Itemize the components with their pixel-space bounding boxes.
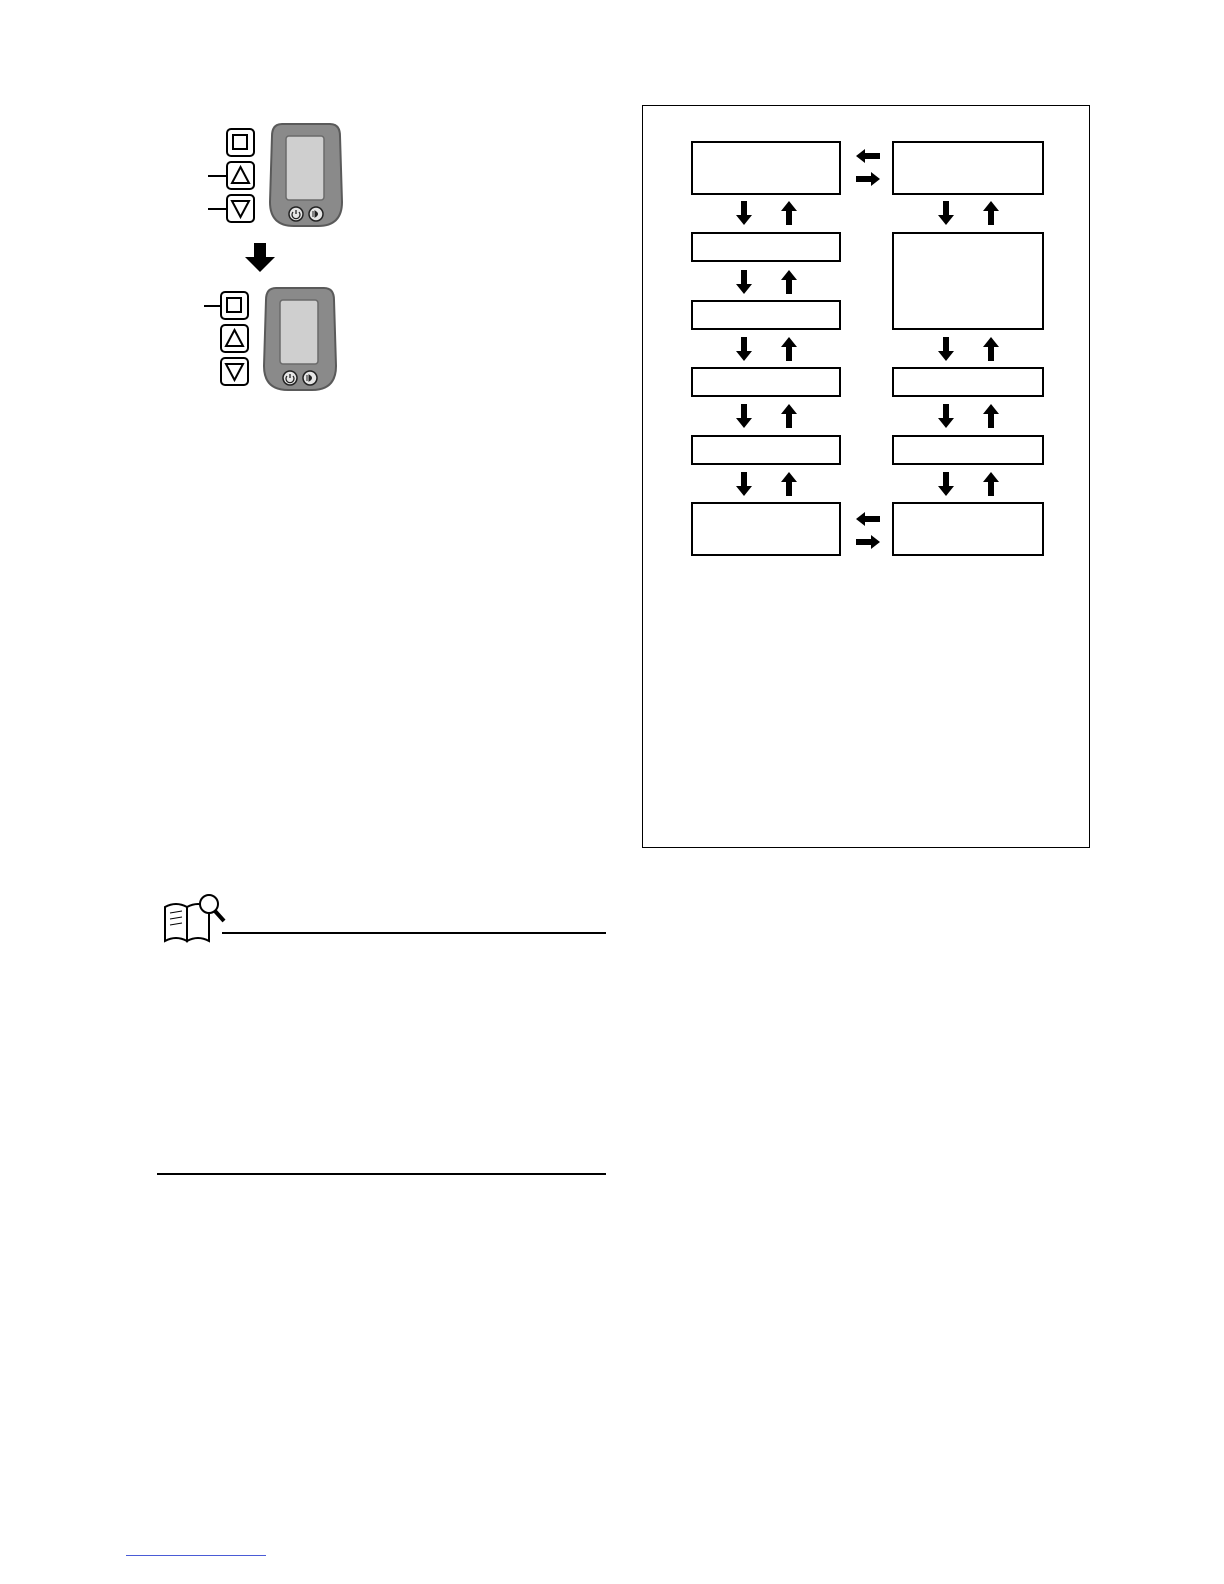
square-button xyxy=(226,128,255,157)
arrow-down-icon xyxy=(736,472,752,496)
flow-box-right-5 xyxy=(892,502,1044,556)
arrow-left-icon xyxy=(856,512,880,526)
down-triangle-button xyxy=(220,357,249,386)
flow-box-left-6 xyxy=(691,502,841,556)
arrow-up-icon xyxy=(781,472,797,496)
arrow-up-icon xyxy=(983,472,999,496)
note-top-rule xyxy=(222,932,606,934)
display-unit xyxy=(262,286,338,392)
flow-box-left-5 xyxy=(691,435,841,465)
arrow-down-icon xyxy=(938,337,954,361)
flow-box-right-2 xyxy=(892,232,1044,330)
arrow-up-icon xyxy=(983,337,999,361)
arrow-left-icon xyxy=(856,149,880,163)
leader-line xyxy=(208,175,228,177)
arrow-down-icon xyxy=(736,337,752,361)
arrow-up-icon xyxy=(781,270,797,294)
arrow-up-icon xyxy=(781,337,797,361)
flow-diagram-panel xyxy=(642,105,1090,848)
arrow-down-icon xyxy=(938,404,954,428)
flow-box-right-4 xyxy=(892,435,1044,465)
flow-box-right-3 xyxy=(892,367,1044,397)
arrow-down-icon xyxy=(938,201,954,225)
flow-box-left-3 xyxy=(691,300,841,330)
flow-box-right-1 xyxy=(892,141,1044,195)
display-unit xyxy=(268,122,344,228)
arrow-up-icon xyxy=(983,404,999,428)
arrow-down-icon xyxy=(736,201,752,225)
arrow-down-icon xyxy=(736,270,752,294)
leader-line xyxy=(208,208,228,210)
flow-box-left-1 xyxy=(691,141,841,195)
leader-line xyxy=(204,305,222,307)
arrow-right-icon xyxy=(856,172,880,186)
footer-link-underline[interactable] xyxy=(126,1555,266,1556)
arrow-up-icon xyxy=(781,404,797,428)
arrow-down-icon xyxy=(736,404,752,428)
arrow-down-icon xyxy=(938,472,954,496)
square-button xyxy=(220,291,249,320)
arrow-down-icon xyxy=(244,243,276,273)
flow-box-left-2 xyxy=(691,232,841,262)
book-magnifier-icon xyxy=(162,893,228,945)
flow-box-left-4 xyxy=(691,367,841,397)
down-triangle-button xyxy=(226,194,255,223)
arrow-up-icon xyxy=(781,201,797,225)
arrow-right-icon xyxy=(856,535,880,549)
up-triangle-button xyxy=(226,161,255,190)
arrow-up-icon xyxy=(983,201,999,225)
up-triangle-button xyxy=(220,324,249,353)
note-bottom-rule xyxy=(157,1173,606,1175)
